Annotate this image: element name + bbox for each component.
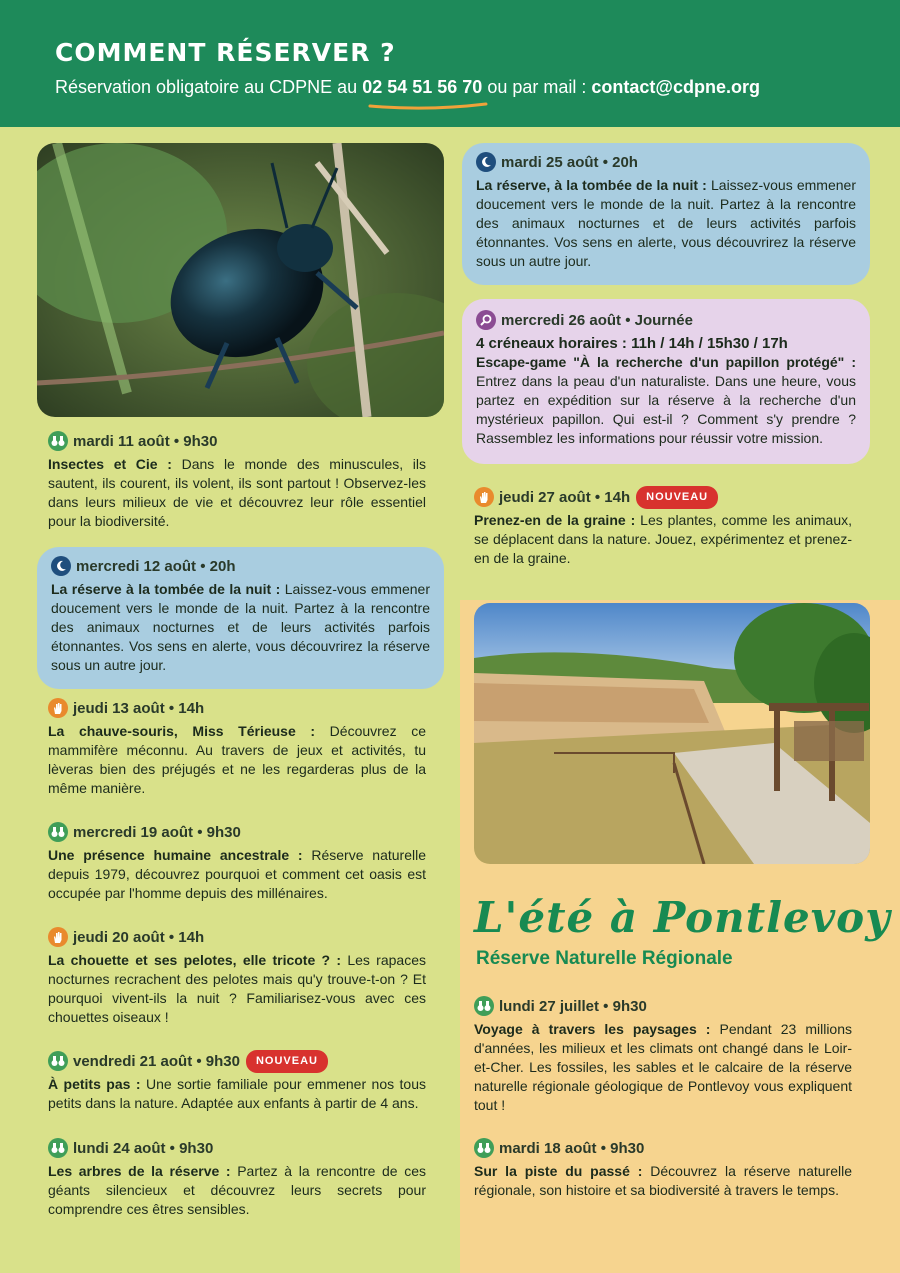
event-text: Une sortie familiale pour emmener nos tous petits dans la nature. Adaptée aux enfants à partir de 4 ans. [48, 1076, 427, 1111]
new-badge: NOUVEAU [246, 1050, 328, 1073]
hand-icon [48, 698, 68, 718]
pontlevoy-event-1 [474, 1137, 852, 1200]
event-date: jeudi 20 août • 14h [73, 928, 205, 946]
binoculars-icon [48, 1138, 68, 1158]
binoculars-icon [48, 431, 68, 451]
event-left-1 [37, 547, 444, 689]
event-date: mardi 25 août • 20h [501, 153, 638, 171]
binoculars-icon [474, 996, 494, 1016]
event-title: Escape-game "À la recherche d'un papillon protégé" : [476, 354, 856, 370]
event-title: Une présence humaine ancestrale : [48, 847, 303, 863]
event-right-1 [462, 299, 870, 464]
event-title: Sur la piste du passé : [474, 1163, 643, 1179]
event-date: mercredi 12 août • 20h [76, 557, 236, 575]
event-title: La chouette et ses pelotes, elle tricote ? : [48, 952, 342, 968]
event-right-0 [462, 143, 870, 285]
pontlevoy-event-0 [474, 995, 852, 1115]
binoculars-icon [48, 1051, 68, 1071]
event-text: Les plantes, comme les animaux, se déplacent dans la nature. Jouez, expérimentez et prenez-en de la graine. [474, 512, 853, 566]
event-title: La chauve-souris, Miss Térieuse : [48, 723, 316, 739]
event-title: À petits pas : [48, 1076, 141, 1092]
page-title: COMMENT RÉSERVER ? [55, 38, 396, 67]
event-text: Réserve naturelle depuis 1979, découvrez pourquoi et comment cet oasis est occupée par l'homme depuis des millénaires. [48, 847, 426, 901]
event-title: La réserve, à la tombée de la nuit : [476, 177, 707, 193]
event-title: Insectes et Cie : [48, 456, 172, 472]
reservation-prefix: Réservation obligatoire au CDPNE au [55, 77, 358, 97]
event-date: jeudi 27 août • 14h [499, 488, 631, 506]
pontlevoy-subtitle: Réserve Naturelle Régionale [476, 948, 733, 969]
event-text: Pendant 23 millions d'années, les milieux et les climats ont changé dans le Loir-et-Cher. Les fossiles, les sables et le calcaire de la réserve naturelle régionale géologique de Pontlevoy vous expliquent tout ! [474, 1021, 853, 1113]
hand-icon [474, 487, 494, 507]
event-date: mercredi 26 août • Journée [501, 311, 693, 329]
reservation-middle: ou par mail : [487, 77, 587, 97]
event-date: mardi 11 août • 9h30 [73, 432, 218, 450]
binoculars-icon [474, 1138, 494, 1158]
event-text: Partez à la rencontre de ces géants silencieux et découvrez leurs secrets pour comprendre ces êtres sensibles. [48, 1163, 427, 1217]
phone-underline-decoration [368, 100, 488, 110]
pontlevoy-title: L'été à Pontlevoy [474, 893, 891, 942]
event-left-5 [48, 1050, 426, 1113]
pontlevoy-reserve-photo [474, 603, 870, 864]
event-subtitle: 4 créneaux horaires : 11h / 14h / 15h30 / 17h [476, 335, 788, 352]
moon-icon [476, 152, 496, 172]
event-left-6 [48, 1137, 426, 1219]
event-date: mercredi 19 août • 9h30 [73, 823, 241, 841]
event-date: mardi 18 août • 9h30 [499, 1139, 645, 1157]
event-left-3 [48, 821, 426, 903]
event-title: Prenez-en de la graine : [474, 512, 636, 528]
event-left-0 [48, 430, 426, 531]
email-link[interactable]: contact@cdpne.org [591, 77, 760, 97]
event-date: lundi 27 juillet • 9h30 [499, 997, 647, 1015]
beetle-photo [37, 143, 444, 417]
event-text: Découvrez la réserve naturelle régionale, son histoire et sa biodiversité à travers le temps. [474, 1163, 853, 1198]
magnifier-icon [476, 310, 496, 330]
phone-number[interactable]: 02 54 51 56 70 [362, 77, 483, 97]
event-date: jeudi 13 août • 14h [73, 699, 205, 717]
event-text: Dans le monde des minuscules, ils sautent, ils courent, ils volent, ils sont partout ! Observez-les dans leurs milieux de vie et découvrez leur rôle essentiel pour la biodiversité. [48, 456, 427, 529]
event-title: Voyage à travers les paysages : [474, 1021, 711, 1037]
event-left-4 [48, 926, 426, 1027]
event-text: Entrez dans la peau d'un naturaliste. Dans une heure, vous partez en expédition sur la réserve à la recherche d'un mystérieux papillon. Qui est-il ? Comment s'y prendre ? Rassemblez les informations pour réussir votre mission. [476, 373, 856, 446]
event-right-2 [474, 486, 852, 568]
event-text: Laissez-vous emmener doucement vers le monde de la nuit. Partez à la rencontre des animaux nocturnes et de leurs activités parfois étonnantes. Vos sens en alerte, vous découvrirez la réserve sous un autre jour. [51, 581, 430, 673]
event-text: Les rapaces nocturnes recrachent des pelotes mais qu'y trouve-t-on ? Et pourquoi vivent-ils la nuit ? Familiarisez-vous avec ces chouettes oiseaux ! [48, 952, 426, 1025]
event-text: Laissez-vous emmener doucement vers le monde de la nuit. Partez à la rencontre des animaux nocturnes et de leurs activités parfois étonnantes. Vos sens en alerte, vous découvrirez la réserve sous un autre jour. [476, 177, 856, 269]
binoculars-icon [48, 822, 68, 842]
event-date: lundi 24 août • 9h30 [73, 1139, 214, 1157]
new-badge: NOUVEAU [636, 486, 718, 509]
header-banner [0, 0, 900, 127]
event-date: vendredi 21 août • 9h30 [73, 1052, 240, 1070]
event-text: Découvrez ce mammifère méconnu. Au travers de jeux et activités, tu lèveras bien des préjugés et ne les regarderas plus de la même manière. [48, 723, 427, 796]
event-title: Les arbres de la réserve : [48, 1163, 231, 1179]
event-left-2 [48, 697, 426, 798]
reservation-line [55, 77, 760, 98]
moon-icon [51, 556, 71, 576]
hand-icon [48, 927, 68, 947]
event-title: La réserve à la tombée de la nuit : [51, 581, 281, 597]
